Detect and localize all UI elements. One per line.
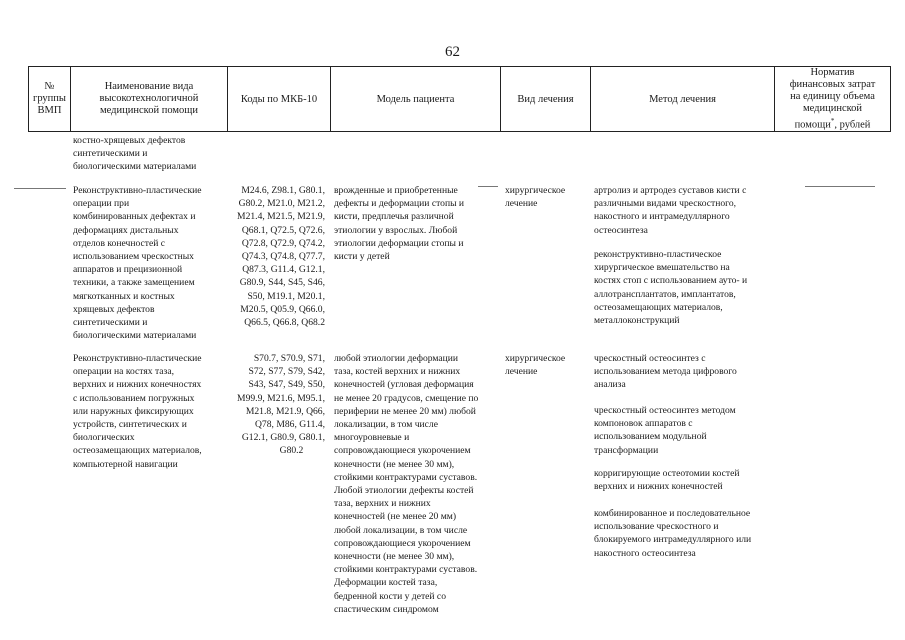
row-2-method-1: чрескостный остеосинтез с использованием метода цифрового анализа [594, 353, 737, 391]
header-icd-codes: Коды по МКБ-10 [240, 94, 318, 105]
row-2-care-type-name: Реконструктивно-пластические операции на костях таза, верхних и нижних конечностях с использованием погружных или наружных фиксирующих устройств, синтетических и биологических остеозамещающих материалов, компьютерной навигации [73, 353, 202, 470]
header-patient-model: Модель пациента [376, 94, 455, 105]
header-treatment-method: Метод лечения [649, 94, 716, 105]
row-1-treatment-type: хирургическое лечение [505, 185, 566, 210]
scan-artifact [14, 188, 66, 189]
header-treatment-type: Вид лечения [517, 94, 574, 105]
header-top-rule [28, 66, 891, 67]
row-2-patient-model: любой этиологии деформации таза, костей верхних и нижних конечностей (угловая деформация не менее 20 градусов, смещение по периферии не менее 20 мм) любой локализации, в том числе многоуровневые и сопровождающиеся укорочением конечности (не менее 30 мм), стойкими контрактурами суставов. Любой этиологии дефекты костей таза, верхних и нижних конечностей (не менее 20 мм) любой локализации, в том числе сопровождающиеся укорочением конечности (не менее 30 мм), стойкими контрактурами суставов. Деформации костей таза, бедренной кости у детей со спастическим синдромом [334, 353, 479, 615]
row-1-patient-model: врожденные и приобретенные дефекты и деформации стопы и кисти, предплечья различной этиологии у взрослых. Любой этиологии деформации стопы и кисти у детей [334, 185, 465, 263]
scan-artifact [478, 186, 498, 187]
scan-artifact [805, 186, 875, 187]
page-number: 62 [445, 44, 460, 60]
row-continued-name: костно-хрящевых дефектов синтетическими и биологическими материалами [73, 135, 197, 173]
header-cost-norm: Норматив финансовых затрат на единицу объема медицинской помощи*, рублей [789, 67, 876, 131]
row-2-treatment-type: хирургическое лечение [505, 353, 566, 378]
row-2-icd-codes: S70.7, S70.9, S71, S72, S77, S79, S42, S43, S47, S49, S50, M99.9, M21.6, M95.1, M21.8, M21.9, Q66, Q78, M86, G11.4, G12.1, G80.9, G80.1, G80.2 [237, 353, 325, 457]
header-group: № группы ВМП [33, 81, 66, 116]
row-1-method-2: реконструктивно-пластическое хирургическое вмешательство на костях стоп с использованием ауто- и аллотрансплантатов, имплантатов, остеозамещающих материалов, металлоконструкций [594, 249, 748, 327]
row-1-care-type-name: Реконструктивно-пластические операции при комбинированных дефектах и деформациях дистальных отделов конечностей с использованием чрескостных аппаратов и прецизионной техники, а также замещением мягкотканных и костных хрящевых дефектов синтетическими и биологическими материалами [73, 185, 202, 342]
row-2-method-3: корригирующие остеотомии костей верхних и нижних конечностей [594, 468, 740, 493]
row-1-method-1: артролиз и артродез суставов кисти с различными видами чрескостного, накостного и интрамедуллярного остеосинтеза [594, 185, 747, 236]
header-bottom-rule [28, 131, 891, 132]
row-1-icd-codes: M24.6, Z98.1, G80.1, G80.2, M21.0, M21.2, M21.4, M21.5, M21.9, Q68.1, Q72.5, Q72.6, Q72.8, Q72.9, Q74.2, Q74.3, Q74.8, Q77.7, Q87.3, G11.4, G12.1, G80.9, S44, S45, S46, S50, M19.1, M20.1, M20.5, Q05.9, Q66.0, Q66.5, Q66.8, Q68.2 [237, 185, 325, 329]
row-2-method-2: чрескостный остеосинтез методом компоновок аппаратов с использованием модульной трансформации [594, 405, 736, 456]
header-care-type-name: Наименование вида высокотехнологичной медицинской помощи [99, 81, 199, 116]
header-divider [890, 66, 891, 132]
row-2-method-4: комбинированное и последовательное использование чрескостного и блокируемого интрамедуллярного или накостного остеосинтеза [594, 508, 752, 559]
